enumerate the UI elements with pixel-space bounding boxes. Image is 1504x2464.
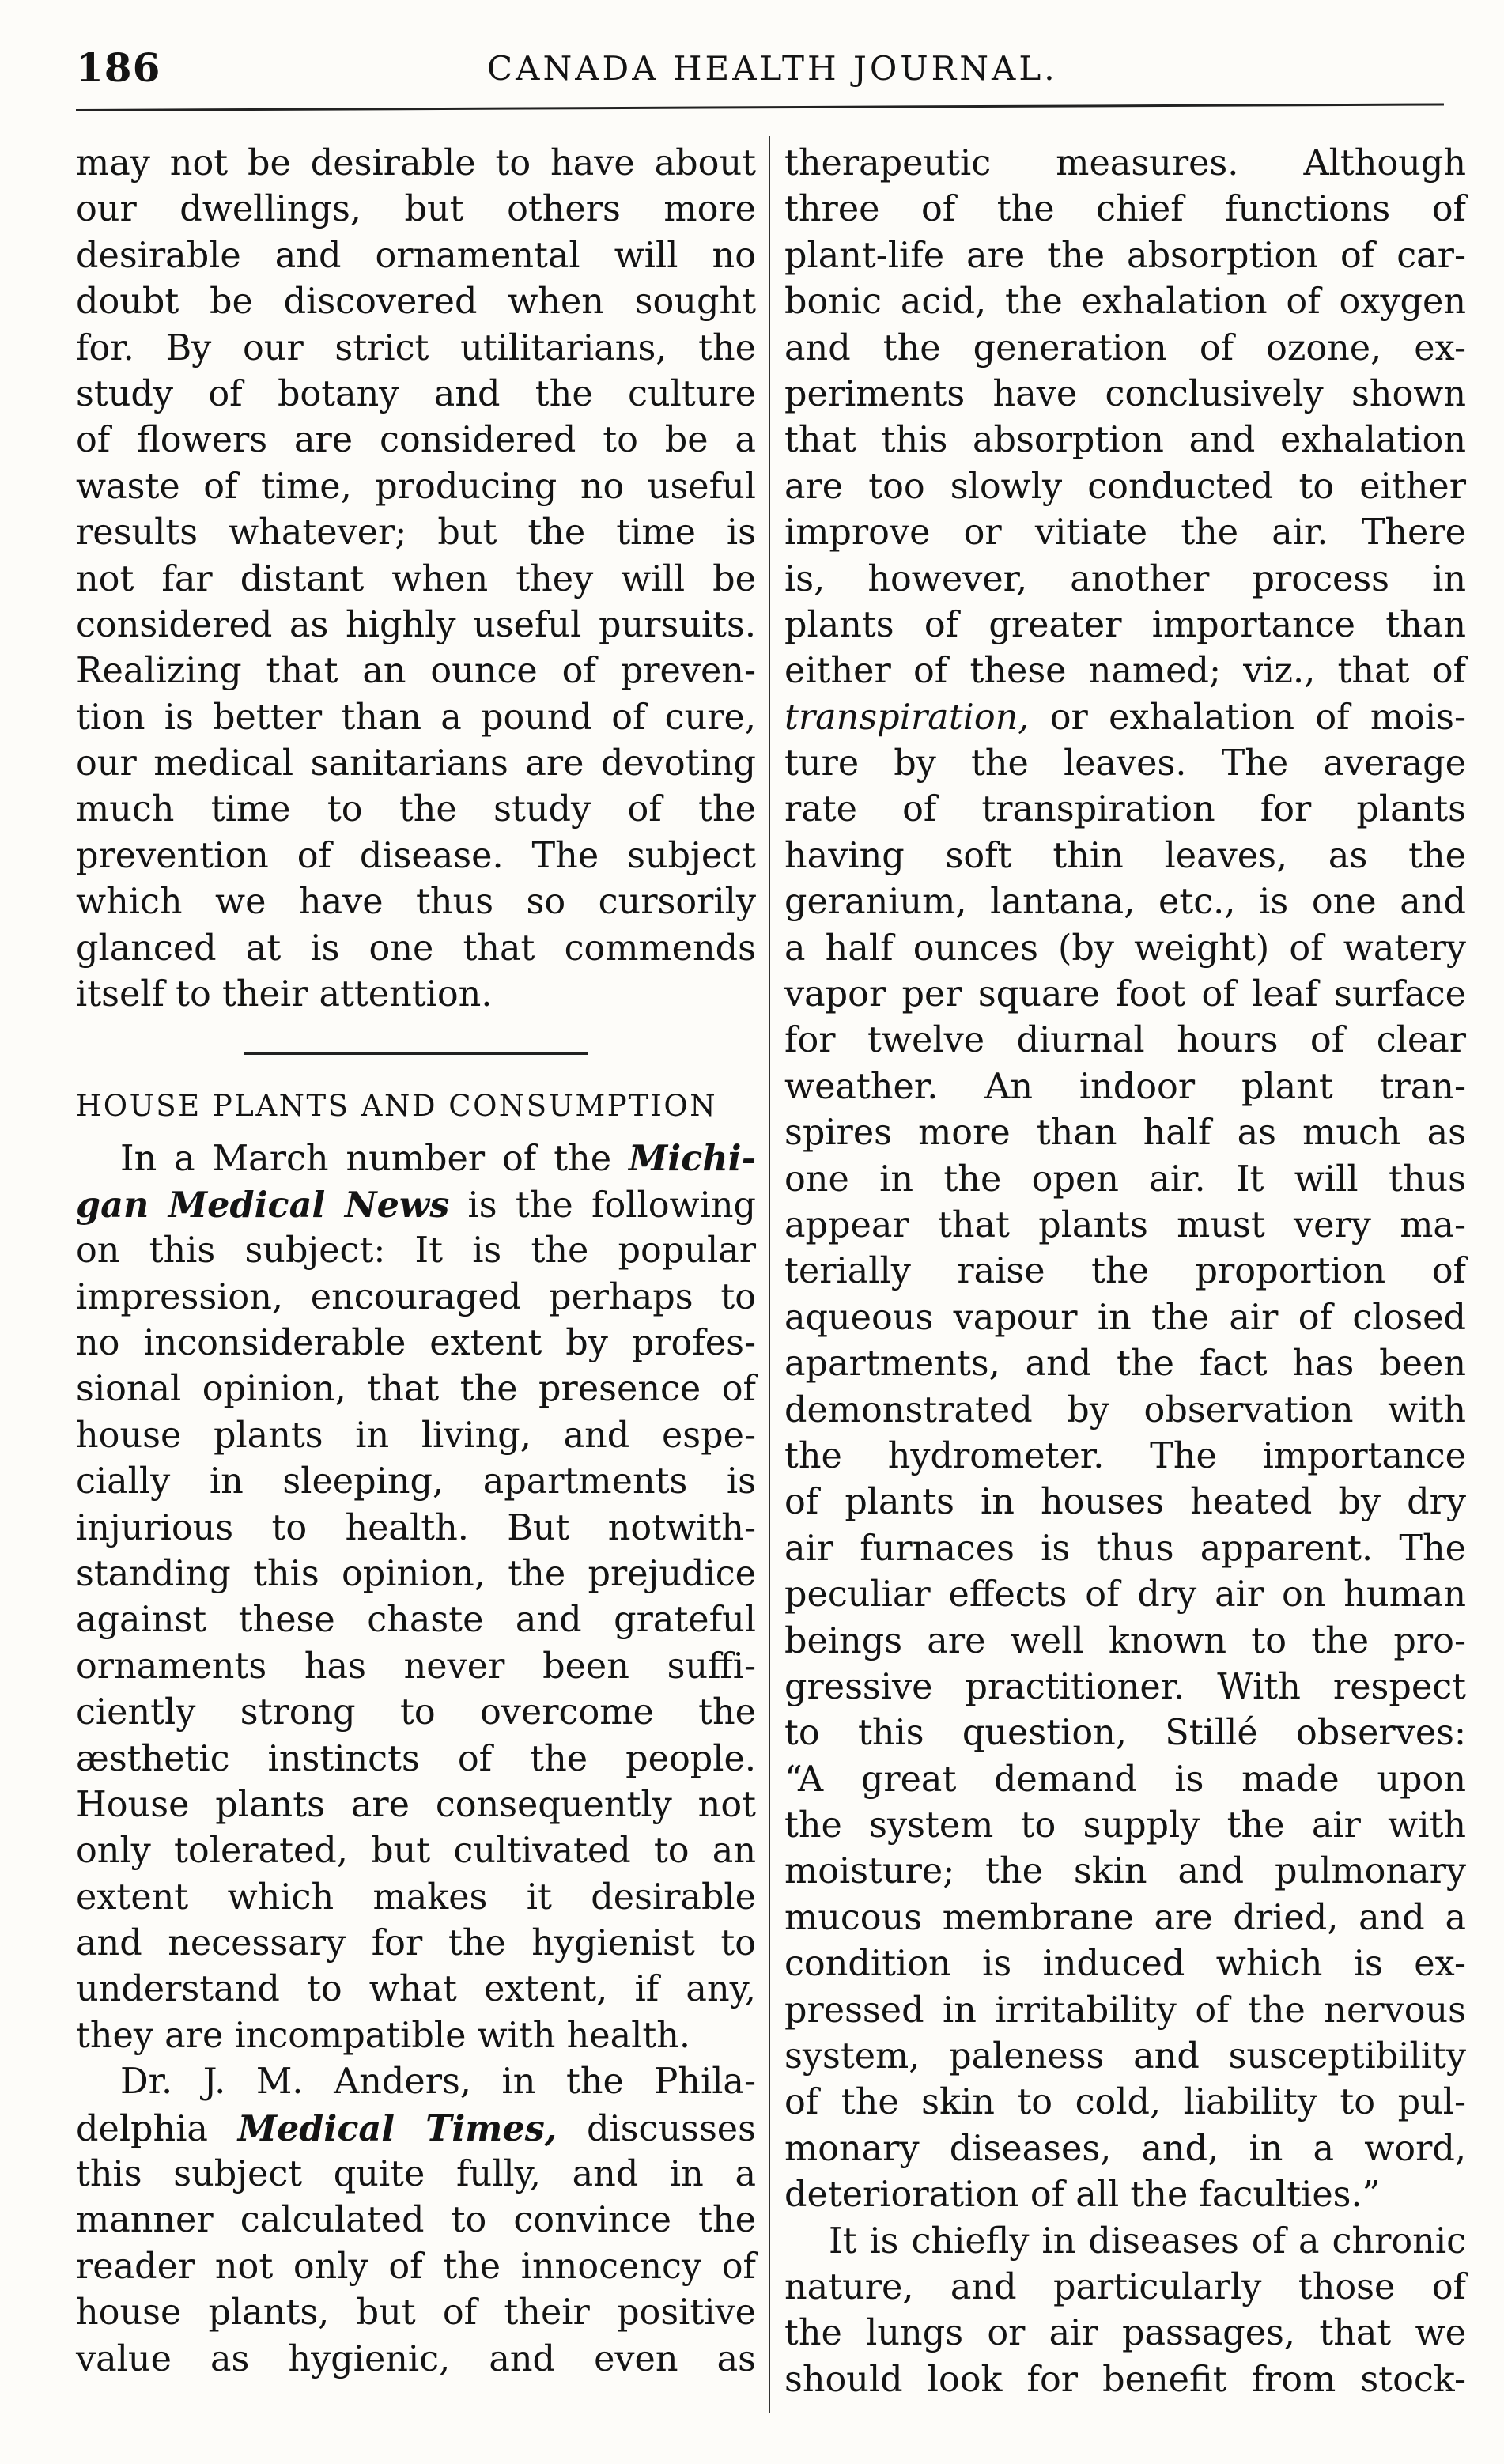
text-line: Dr. J. M. Anders, in the Phila- bbox=[120, 2062, 756, 2103]
left-column bbox=[76, 141, 756, 2383]
text-line: may not be desirable to have about bbox=[76, 143, 756, 183]
text-line: æsthetic instincts of the people. bbox=[76, 1738, 756, 1779]
text-line: ciently strong to overcome the bbox=[76, 1692, 756, 1733]
text-line: should look for benefit from stock- bbox=[784, 2359, 1466, 2400]
text-line: is, however, another process in bbox=[784, 558, 1466, 599]
page-number: 186 bbox=[76, 44, 161, 91]
text-line: therapeutic measures. Although bbox=[784, 143, 1466, 183]
text-line: for twelve diurnal hours of clear bbox=[784, 1020, 1466, 1061]
text-line: waste of time, producing no useful bbox=[76, 466, 756, 507]
text-line: value as hygienic, and even as bbox=[76, 2338, 756, 2379]
text-line: “A great demand is made upon bbox=[784, 1759, 1466, 1800]
text-line: pressed in irritability of the nervous bbox=[784, 1990, 1466, 2031]
text-line: bonic acid, the exhalation of oxygen bbox=[784, 282, 1466, 323]
text-line: geranium, lantana, etc., is one and bbox=[784, 882, 1466, 923]
text-line: standing this opinion, the prejudice bbox=[76, 1553, 756, 1594]
text-line: house plants in living, and espe- bbox=[76, 1415, 756, 1456]
text-line: they are incompatible with health. bbox=[76, 2015, 691, 2056]
page-header bbox=[76, 44, 1436, 101]
header-rule bbox=[76, 103, 1444, 111]
text-line: moisture; the skin and pulmonary bbox=[784, 1851, 1466, 1892]
text-line: manner calculated to convince the bbox=[76, 2200, 756, 2241]
journal-title-italic: Medical Times, bbox=[237, 2107, 557, 2149]
text-line: doubt be discovered when sought bbox=[76, 282, 756, 323]
text-line: plants of greater importance than bbox=[784, 604, 1466, 645]
text-line: itself to their attention. bbox=[76, 974, 493, 1015]
text-line: study of botany and the culture bbox=[76, 373, 756, 414]
text-line: for. By our strict utilitarians, the bbox=[76, 327, 756, 368]
text-line: on this subject: It is the popular bbox=[76, 1230, 756, 1272]
text-line: to this question, Stillé observes: bbox=[784, 1713, 1466, 1754]
text-line: not far distant when they will be bbox=[76, 558, 756, 599]
text-line: beings are well known to the pro- bbox=[784, 1620, 1466, 1661]
text-line: the hydrometer. The importance bbox=[784, 1435, 1466, 1476]
text-line: understand to what extent, if any, bbox=[76, 1969, 756, 2010]
text-line: impression, encouraged perhaps to bbox=[76, 1276, 756, 1317]
text-line: reader not only of the innocency of bbox=[76, 2246, 756, 2287]
text-line: which we have thus so cursorily bbox=[76, 882, 756, 923]
text-line: a half ounces (by weight) of watery bbox=[784, 928, 1466, 969]
text-line: of the skin to cold, liability to pul- bbox=[784, 2082, 1466, 2123]
text-line: and necessary for the hygienist to bbox=[76, 1923, 756, 1964]
text-line: desirable and ornamental will no bbox=[76, 235, 756, 276]
text-line: periments have conclusively shown bbox=[784, 373, 1466, 414]
text-line: delphia Medical Times, discusses bbox=[76, 2107, 756, 2149]
text-line: terially raise the proportion of bbox=[784, 1251, 1466, 1292]
text-line: tion is better than a pound of cure, bbox=[76, 697, 756, 738]
text-line: deterioration of all the faculties.” bbox=[784, 2175, 1381, 2216]
right-column bbox=[784, 141, 1466, 2403]
text-line: either of these named; viz., that of bbox=[784, 651, 1466, 692]
text-line: this subject quite fully, and in a bbox=[76, 2154, 756, 2195]
text-line: house plants, but of their positive bbox=[76, 2292, 756, 2334]
journal-title-italic: gan Medical News bbox=[76, 1184, 450, 1226]
text-line: are too slowly conducted to either bbox=[784, 466, 1466, 507]
text-line: ornaments has never been suffi- bbox=[76, 1646, 756, 1687]
text-line: only tolerated, but cultivated to an bbox=[76, 1831, 756, 1872]
text-line: improve or vitiate the air. There bbox=[784, 512, 1466, 554]
text-line: monary diseases, and, in a word, bbox=[784, 2128, 1466, 2169]
text-line: one in the open air. It will thus bbox=[784, 1158, 1466, 1200]
text-line: It is chiefly in diseases of a chronic bbox=[829, 2220, 1466, 2262]
text-line: results whatever; but the time is bbox=[76, 512, 756, 554]
text-line: considered as highly useful pursuits. bbox=[76, 604, 756, 645]
text-line: rate of transpiration for plants bbox=[784, 789, 1466, 830]
text-line: of plants in houses heated by dry bbox=[784, 1482, 1466, 1523]
text-line: condition is induced which is ex- bbox=[784, 1944, 1466, 1985]
text-line: of flowers are considered to be a bbox=[76, 420, 756, 461]
text-line: aqueous vapour in the air of closed bbox=[784, 1297, 1466, 1338]
text-line: injurious to health. But notwith- bbox=[76, 1507, 756, 1548]
journal-title-italic: Michi- bbox=[629, 1138, 756, 1180]
text-line: appear that plants must very ma- bbox=[784, 1204, 1466, 1245]
text-line: transpiration, or exhalation of mois- bbox=[784, 697, 1466, 738]
text-line: prevention of disease. The subject bbox=[76, 835, 756, 876]
text-line: our dwellings, but others more bbox=[76, 189, 756, 230]
text-line: mucous membrane are dried, and a bbox=[784, 1897, 1466, 1938]
text-line: In a March number of the Michi- bbox=[120, 1138, 756, 1180]
text-line: peculiar effects of dry air on human bbox=[784, 1574, 1466, 1616]
text-line: no inconsiderable extent by profes- bbox=[76, 1322, 756, 1363]
text-line: and the generation of ozone, ex- bbox=[784, 327, 1466, 368]
text-line: the system to supply the air with bbox=[784, 1805, 1466, 1846]
text-line: plant-life are the absorption of car- bbox=[784, 235, 1466, 276]
text-line: demonstrated by observation with bbox=[784, 1389, 1466, 1430]
section-separator bbox=[244, 1052, 588, 1055]
text-line: extent which makes it desirable bbox=[76, 1876, 756, 1918]
text-line: the lungs or air passages, that we bbox=[784, 2313, 1466, 2354]
running-title: CANADA HEALTH JOURNAL. bbox=[487, 49, 1058, 88]
text-line: weather. An indoor plant tran- bbox=[784, 1066, 1466, 1107]
text-line: Realizing that an ounce of preven- bbox=[76, 651, 756, 692]
text-line: three of the chief functions of bbox=[784, 189, 1466, 230]
text-line: gan Medical News is the following bbox=[76, 1184, 757, 1226]
text-line: glanced at is one that commends bbox=[76, 928, 756, 969]
text-line: apartments, and the fact has been bbox=[784, 1343, 1466, 1385]
text-line: cially in sleeping, apartments is bbox=[76, 1461, 756, 1502]
text-line: against these chaste and grateful bbox=[76, 1600, 756, 1641]
text-line: nature, and particularly those of bbox=[784, 2266, 1466, 2307]
text-line: spires more than half as much as bbox=[784, 1113, 1466, 1154]
text-line: our medical sanitarians are devoting bbox=[76, 743, 756, 784]
text-line: sional opinion, that the presence of bbox=[76, 1369, 756, 1410]
text-line: much time to the study of the bbox=[76, 789, 756, 830]
column-divider bbox=[769, 136, 770, 2413]
text-line: system, paleness and susceptibility bbox=[784, 2036, 1466, 2077]
text-line: having soft thin leaves, as the bbox=[784, 835, 1466, 876]
text-line: vapor per square foot of leaf surface bbox=[784, 974, 1466, 1015]
text-line: gressive practitioner. With respect bbox=[784, 1666, 1466, 1707]
text-line: that this absorption and exhalation bbox=[784, 420, 1466, 461]
italic-term: transpiration, bbox=[784, 697, 1030, 738]
text-line: air furnaces is thus apparent. The bbox=[784, 1528, 1466, 1569]
section-heading: HOUSE PLANTS AND CONSUMPTION bbox=[76, 1089, 718, 1124]
text-line: House plants are consequently not bbox=[76, 1784, 756, 1825]
text-line: ture by the leaves. The average bbox=[784, 743, 1466, 784]
